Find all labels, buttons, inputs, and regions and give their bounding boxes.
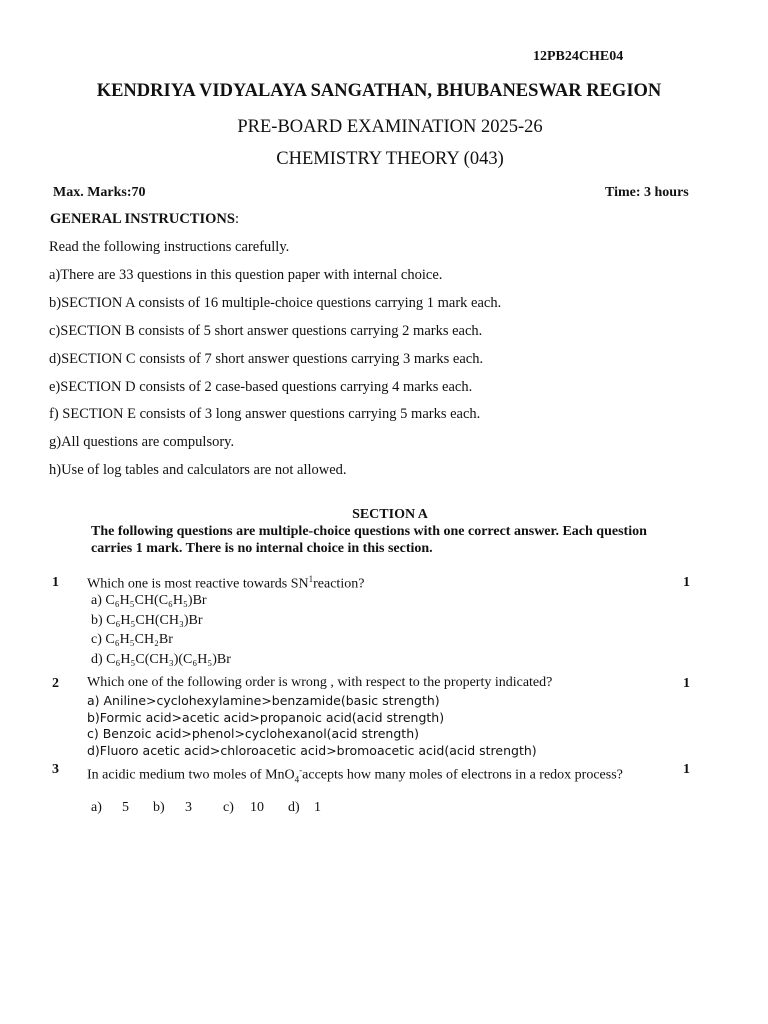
option-a xyxy=(91,593,207,609)
instruction-item: f) SECTION E consists of 3 long answer questions carrying 5 marks each. xyxy=(49,406,481,422)
instruction-item: c)SECTION B consists of 5 short answer questions carrying 2 marks each. xyxy=(49,323,483,339)
option-b: b)Formic acid>acetic acid>propanoic acid(acid strength) xyxy=(87,710,445,725)
option-c: c) Benzoic acid>phenol>cyclohexanol(acid strength) xyxy=(87,726,419,741)
option-a: a) Aniline>cyclohexylamine>benzamide(basic strength) xyxy=(87,693,440,708)
option-d: d)Fluoro acetic acid>chloroacetic acid>bromoacetic acid(acid strength) xyxy=(87,743,537,758)
instructions-heading xyxy=(50,211,239,228)
question-number: 2 xyxy=(52,676,59,691)
question-text-part: reaction? xyxy=(313,576,365,592)
question-text-part: Which one is most reactive towards SN xyxy=(87,576,309,592)
instruction-item: h)Use of log tables and calculators are not allowed. xyxy=(49,462,347,478)
option-text: C₆H₅CH(C₆H₅)Br xyxy=(105,593,207,608)
question-text-part: In acidic medium two moles of MnO xyxy=(87,767,295,783)
instructions-heading-colon: : xyxy=(234,211,239,227)
question-marks: 1 xyxy=(683,575,690,590)
option-text: C₆H₅CH(CH₃)Br xyxy=(106,613,203,628)
option-text: C₆H₅C(CH₃)(C₆H₅)Br xyxy=(106,652,231,667)
instruction-item: g)All questions are compulsory. xyxy=(49,434,235,450)
question-number: 3 xyxy=(52,762,59,777)
option-value: 1 xyxy=(314,800,321,815)
question-marks: 1 xyxy=(683,762,690,777)
option-d xyxy=(91,652,231,668)
superscript: 1 xyxy=(308,574,314,584)
question-number: 1 xyxy=(52,575,59,590)
instructions-intro: Read the following instructions carefully. xyxy=(49,239,290,255)
option-c xyxy=(91,632,173,648)
option-label: c) xyxy=(91,632,102,647)
max-marks: Max. Marks:70 xyxy=(53,185,146,200)
option-value: 3 xyxy=(185,800,192,815)
exam-title: PRE-BOARD EXAMINATION 2025-26 xyxy=(237,117,543,137)
question-text xyxy=(87,574,364,593)
section-a-description: The following questions are multiple-choice questions with one correct answer. Each question carries 1 mark. There is no internal choice in this section. xyxy=(91,524,647,556)
option-text: C₆H₅CH₂Br xyxy=(105,632,173,647)
paper-code: 12PB24CHE04 xyxy=(533,49,624,64)
superscript: - xyxy=(299,765,303,775)
options-row xyxy=(91,800,321,816)
question-marks: 1 xyxy=(683,676,690,691)
instruction-item: b)SECTION A consists of 16 multiple-choice questions carrying 1 mark each. xyxy=(49,295,502,311)
option-b xyxy=(91,613,202,629)
subject-title: CHEMISTRY THEORY (043) xyxy=(276,149,504,169)
option-label: b) xyxy=(91,613,103,628)
time-allowed: Time: 3 hours xyxy=(605,185,689,200)
organization-title: KENDRIYA VIDYALAYA SANGATHAN, BHUBANESWAR REGION xyxy=(96,81,662,101)
option-label: a) xyxy=(91,593,102,608)
subscript: 4 xyxy=(294,774,300,785)
option-value: 5 xyxy=(122,800,129,815)
section-a-title: SECTION A xyxy=(352,507,428,522)
instruction-item: d)SECTION C consists of 7 short answer questions carrying 3 marks each. xyxy=(49,351,484,367)
option-label: d) xyxy=(288,800,300,815)
question-text-part: accepts how many moles of electrons in a redox process? xyxy=(302,767,623,783)
option-value: 10 xyxy=(250,800,264,815)
option-label: c) xyxy=(223,800,234,815)
option-label: a) xyxy=(91,800,102,815)
instruction-item: e)SECTION D consists of 2 case-based questions carrying 4 marks each. xyxy=(49,379,473,395)
option-label: b) xyxy=(153,800,165,815)
instruction-item: a)There are 33 questions in this question paper with internal choice. xyxy=(49,267,443,283)
instructions-heading-text: GENERAL INSTRUCTIONS xyxy=(50,211,235,227)
question-text xyxy=(87,762,667,788)
question-text: Which one of the following order is wrong , with respect to the property indicated? xyxy=(87,675,553,690)
option-label: d) xyxy=(91,652,103,667)
